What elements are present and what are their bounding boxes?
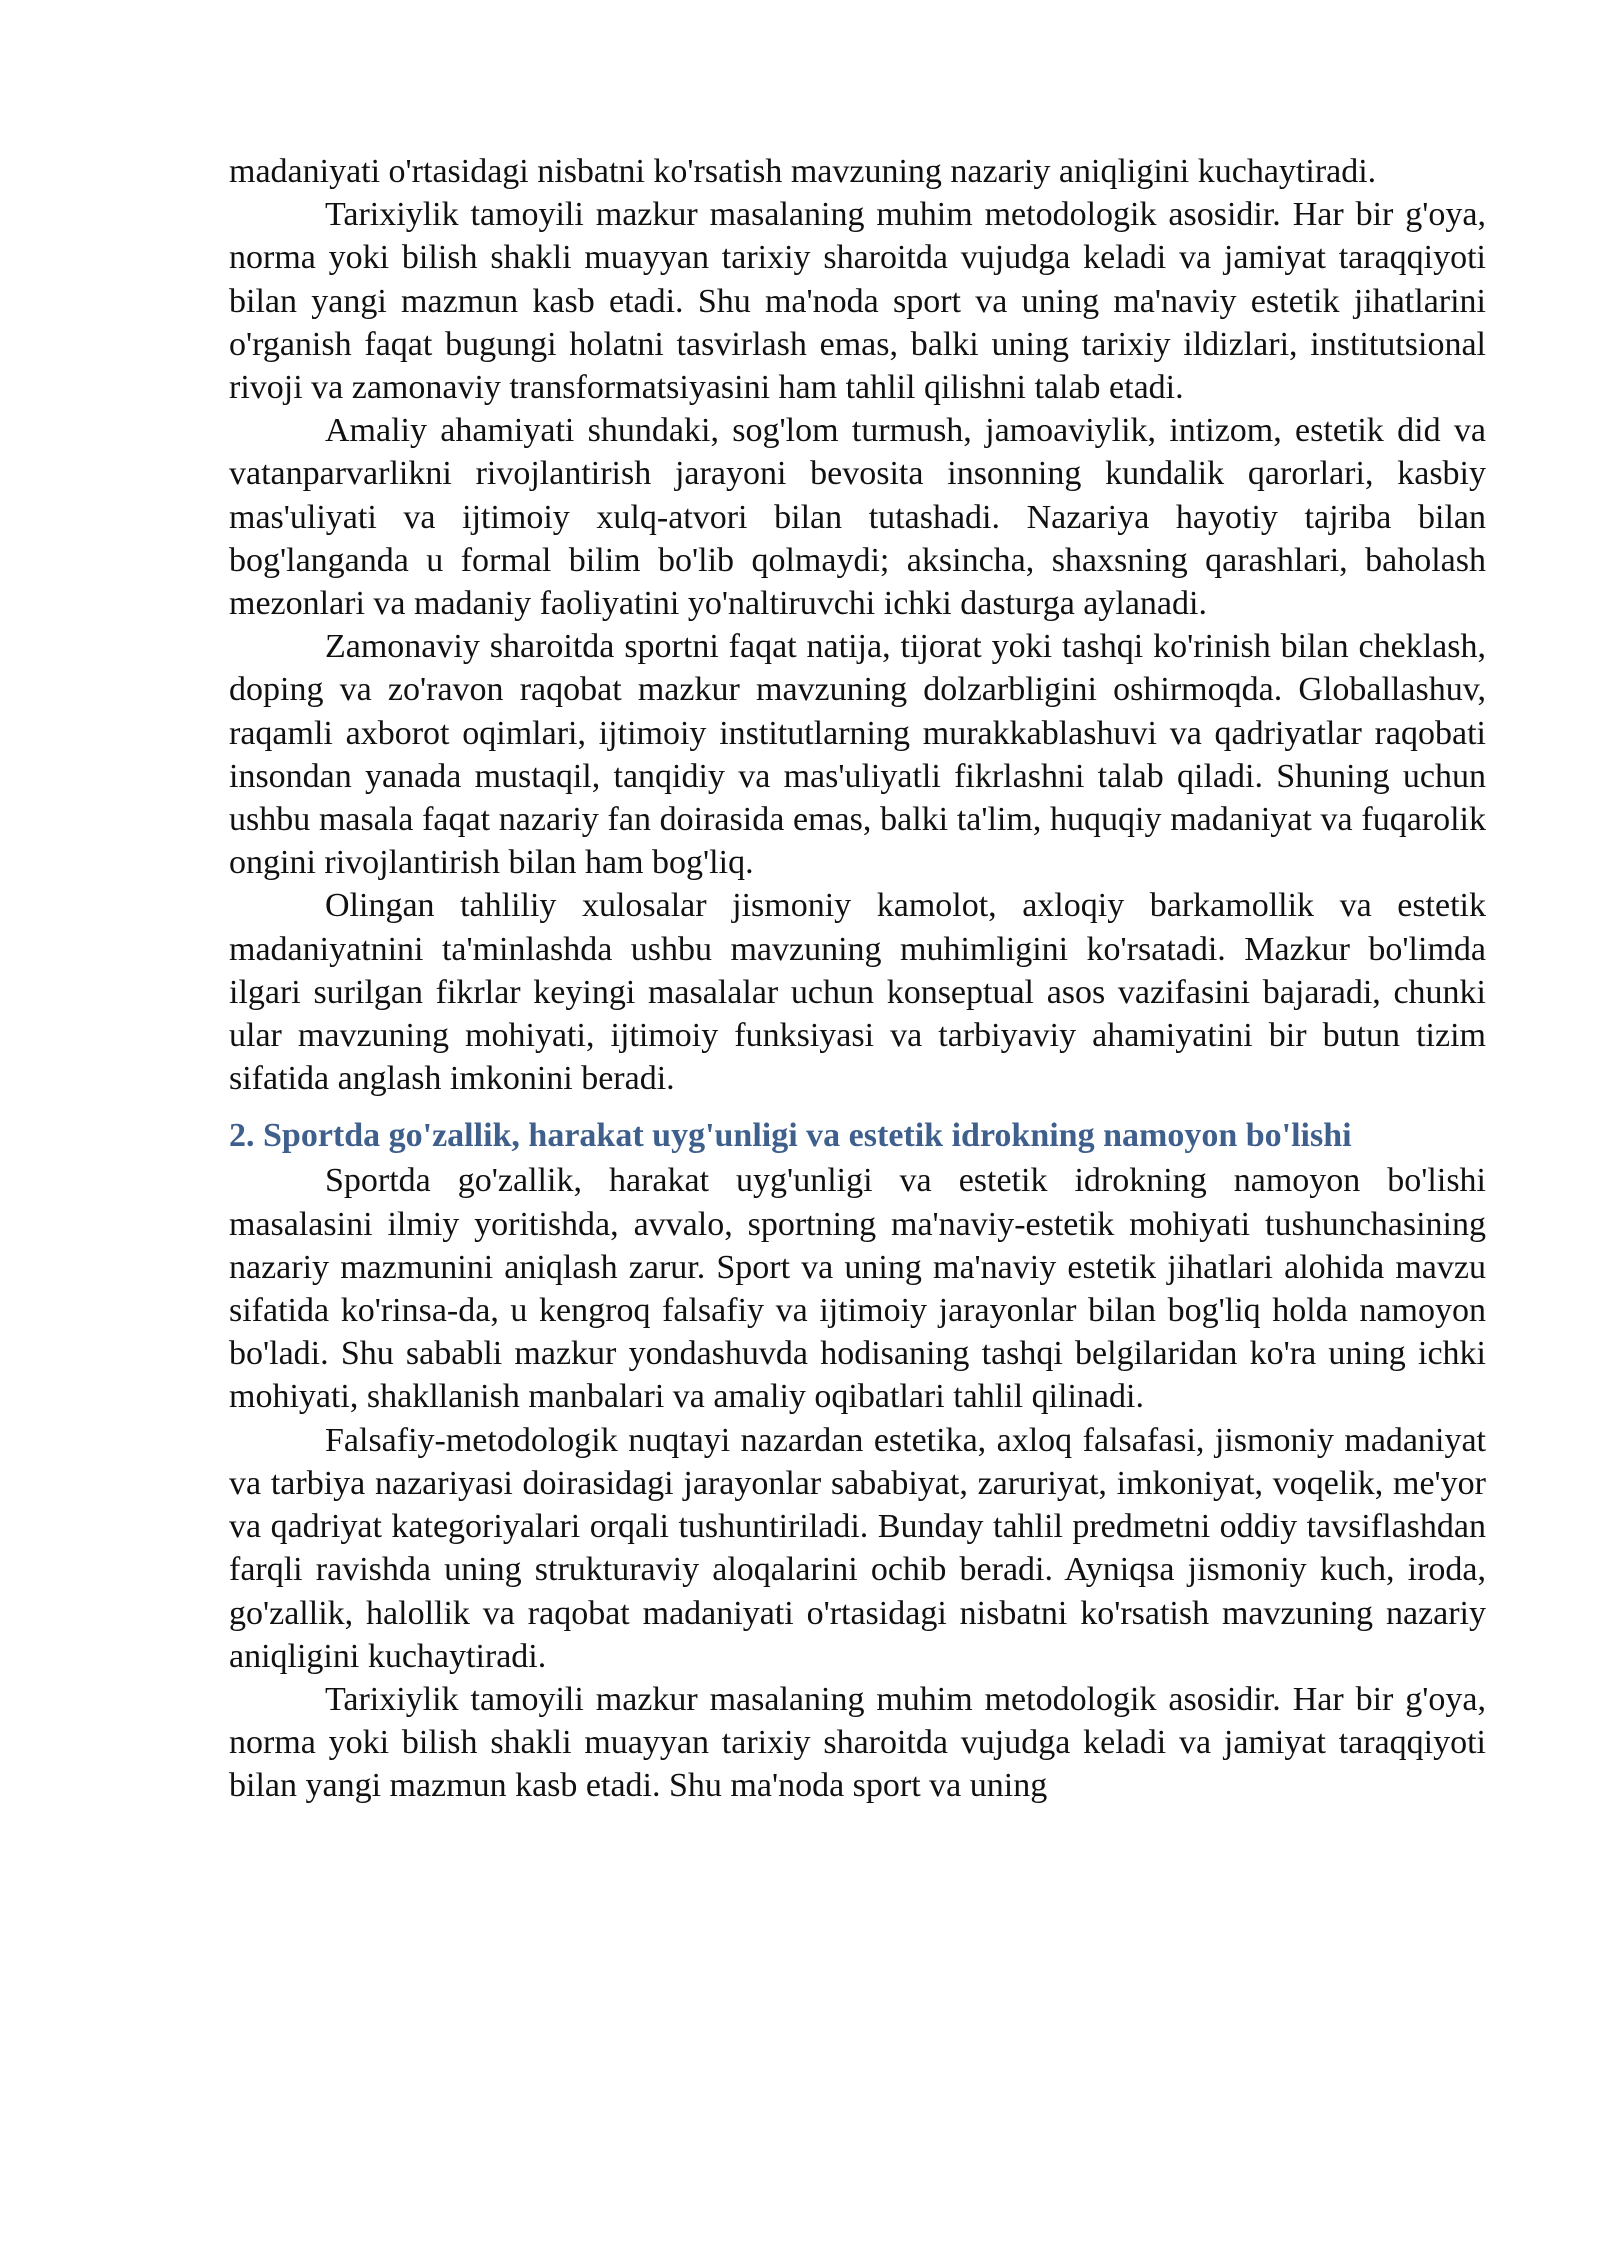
- paragraph: Tarixiylik tamoyili mazkur masalaning muhim metodologik asosidir. Har bir g'oya, norma yoki bilish shakli muayyan tarixiy sharoitda vujudga keladi va jamiyat taraqqiyoti bilan yangi mazmun kasb etadi. Shu ma'noda sport va uning: [229, 1680, 1486, 1805]
- section-heading: 2. Sportda go'zallik, harakat uyg'unligi va estetik idrokning namoyon bo'lishi: [229, 1117, 1352, 1155]
- paragraph: Amaliy ahamiyati shundaki, sog'lom turmush, jamoaviylik, intizom, estetik did va vatanparvarlikni rivojlantirish jarayoni bevosita insonning kundalik qarorlari, kasbiy mas'uliyati va ijtimoiy xulq-atvori bilan tutashadi. Nazariya hayotiy tajriba bilan bog'langanda u formal bilim bo'lib qolmaydi; aksincha, shaxsning qarashlari, baholash mezonlari va madaniy faoliyatini yo'naltiruvchi ichki dasturga aylanadi.: [229, 412, 1486, 623]
- paragraph: Falsafiy-metodologik nuqtayi nazardan estetika, axloq falsafasi, jismoniy madaniyat va tarbiya nazariyasi doirasidagi jarayonlar sababiyat, zaruriyat, imkoniyat, voqelik, me'yor va qadriyat kategoriyalari orqali tushuntiriladi. Bunday tahlil predmetni oddiy tavsiflashdan farqli ravishda uning strukturaviy aloqalarini ochib beradi. Ayniqsa jismoniy kuch, iroda, go'zallik, halollik va raqobat madaniyati o'rtasidagi nisbatni ko'rsatish mavzuning nazariy aniqligini kuchaytiradi.: [229, 1421, 1486, 1675]
- paragraph: Zamonaviy sharoitda sportni faqat natija, tijorat yoki tashqi ko'rinish bilan cheklash, doping va zo'ravon raqobat mazkur mavzuning dolzarbligini oshirmoqda. Globallashuv, raqamli axborot oqimlari, ijtimoiy institutlarning murakkablashuvi va qadriyatlar raqobati insondan yanada mustaqil, tanqidiy va mas'uliyatli fikrlashni talab qiladi. Shuning uchun ushbu masala faqat nazariy fan doirasida emas, balki ta'lim, huquqiy madaniyat va fuqarolik ongini rivojlantirish bilan ham bog'liq.: [229, 628, 1486, 882]
- document-page: [229, 150, 1486, 1808]
- paragraph: Tarixiylik tamoyili mazkur masalaning muhim metodologik asosidir. Har bir g'oya, norma yoki bilish shakli muayyan tarixiy sharoitda vujudga keladi va jamiyat taraqqiyoti bilan yangi mazmun kasb etadi. Shu ma'noda sport va uning ma'naviy estetik jihatlarini o'rganish faqat bugungi holatni tasvirlash emas, balki uning tarixiy ildizlari, institutsional rivoji va zamonaviy transformatsiyasini ham tahlil qilishni talab etadi.: [229, 196, 1486, 407]
- paragraph: madaniyati o'rtasidagi nisbatni ko'rsatish mavzuning nazariy aniqligini kuchaytiradi.: [229, 153, 1377, 190]
- paragraph: Sportda go'zallik, harakat uyg'unligi va estetik idrokning namoyon bo'lishi masalasini ilmiy yoritishda, avvalo, sportning ma'naviy-estetik mohiyati tushunchasining nazariy mazmunini aniqlash zarur. Sport va uning ma'naviy estetik jihatlari alohida mavzu sifatida ko'rinsa-da, u kengroq falsafiy va ijtimoiy jarayonlar bilan bog'liq holda namoyon bo'ladi. Shu sababli mazkur yondashuvda hodisaning tashqi belgilaridan ko'ra uning ichki mohiyati, shakllanish manbalari va amaliy oqibatlari tahlil qilinadi.: [229, 1162, 1486, 1416]
- paragraph: Olingan tahliliy xulosalar jismoniy kamolot, axloqiy barkamollik va estetik madaniyatnini ta'minlashda ushbu mavzuning muhimligini ko'rsatadi. Mazkur bo'limda ilgari surilgan fikrlar keyingi masalalar uchun konseptual asos vazifasini bajaradi, chunki ular mavzuning mohiyati, ijtimoiy funksiyasi va tarbiyaviy ahamiyatini bir butun tizim sifatida anglash imkonini beradi.: [229, 887, 1486, 1098]
